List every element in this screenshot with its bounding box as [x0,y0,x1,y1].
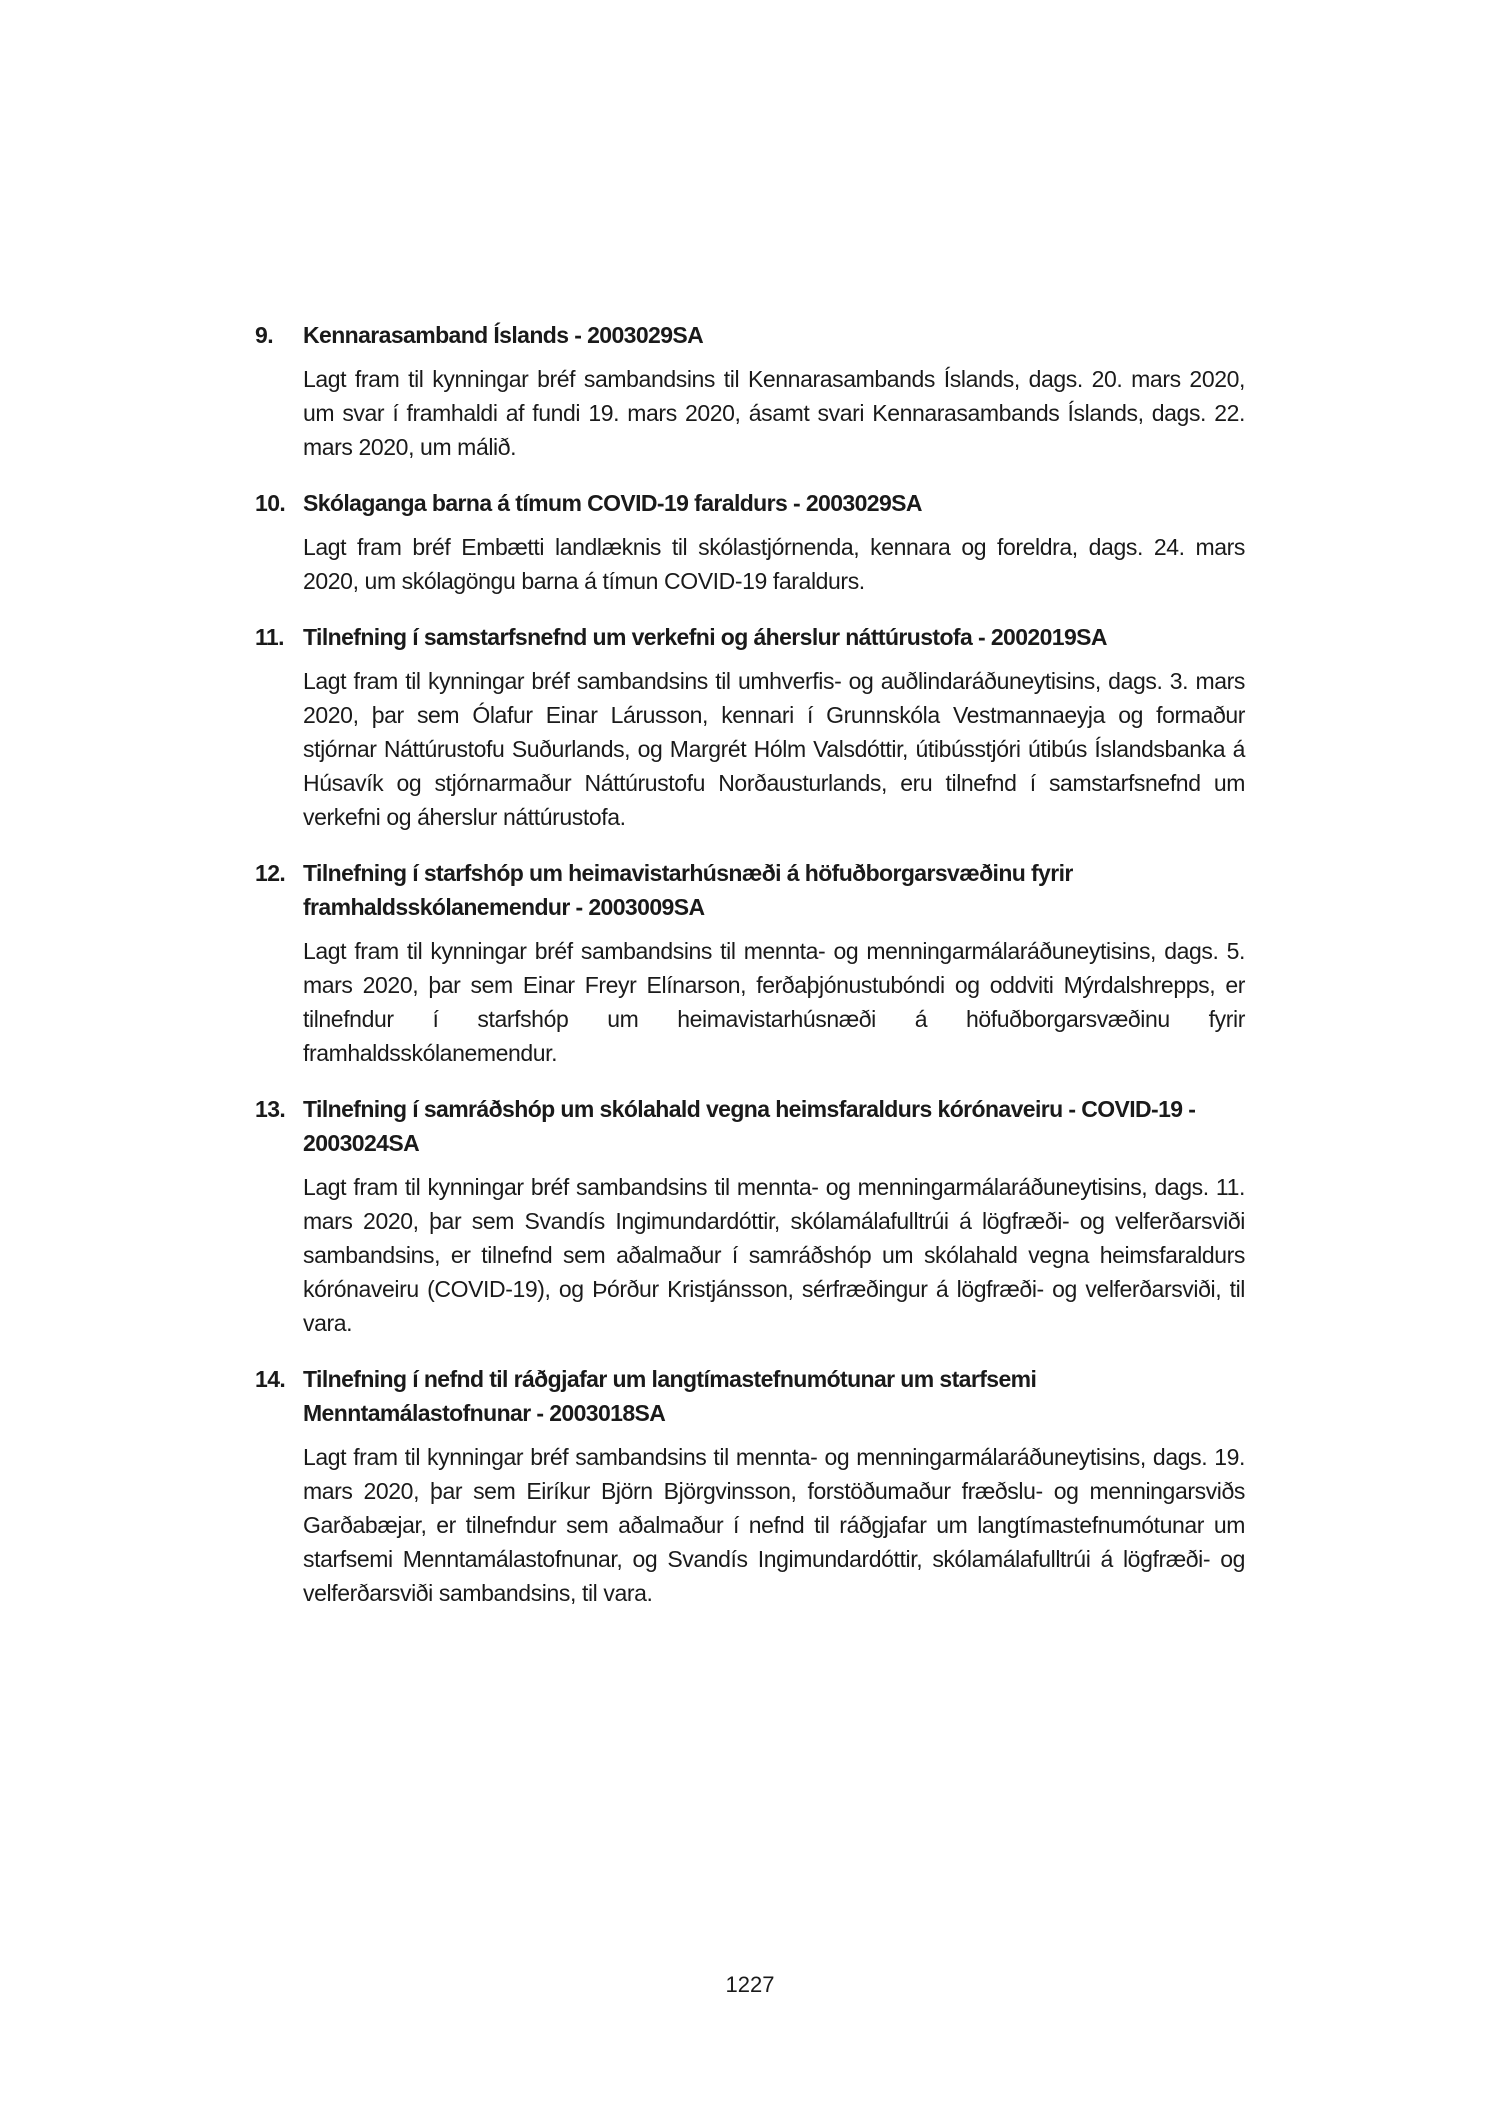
agenda-item-9 [255,318,1245,464]
item-body: Lagt fram til kynningar bréf sambandsins til Kennarasambands Íslands, dags. 20. mars 2020, um svar í framhaldi af fundi 19. mars 2020, ásamt svari Kennarasambands Íslands, dags. 22. mars 2020, um málið. [303,366,1245,460]
item-body: Lagt fram til kynningar bréf sambandsins til mennta- og menningarmálaráðuneytisins, dags. 5. mars 2020, þar sem Einar Freyr Elínarson, ferðaþjónustubóndi og oddviti Mýrdalshrepps, er tilnefndur í starfshóp um heimavistarhúsnæði á höfuðborgarsvæðinu fyrir framhaldsskólanemendur. [303,938,1245,1066]
item-heading [255,1092,1245,1160]
agenda-item-11 [255,620,1245,834]
agenda-item-14 [255,1362,1245,1610]
item-title: Tilnefning í starfshóp um heimavistarhúsnæði á höfuðborgarsvæðinu fyrir framhaldsskólanemendur - 2003009SA [303,860,1073,920]
item-title: Tilnefning í nefnd til ráðgjafar um langtímastefnumótunar um starfsemi Menntamálastofnunar - 2003018SA [303,1366,1037,1426]
item-title: Tilnefning í samráðshóp um skólahald vegna heimsfaraldurs kórónaveiru - COVID-19 - 2003024SA [303,1096,1196,1156]
item-number: 14. [255,1366,286,1392]
agenda-item-13 [255,1092,1245,1340]
item-number: 10. [255,490,286,516]
item-number: 13. [255,1096,286,1122]
item-body: Lagt fram bréf Embætti landlæknis til skólastjórnenda, kennara og foreldra, dags. 24. mars 2020, um skólagöngu barna á tímun COVID-19 faraldurs. [303,534,1245,594]
item-heading [255,318,1245,352]
item-body: Lagt fram til kynningar bréf sambandsins til mennta- og menningarmálaráðuneytisins, dags. 19. mars 2020, þar sem Eiríkur Björn Björgvinsson, forstöðumaður fræðslu- og menningarsviðs Garðabæjar, er tilnefndur sem aðalmaður í nefnd til ráðgjafar um langtímastefnumótunar um starfsemi Menntamálastofnunar, og Svandís Ingimundardóttir, skólamálafulltrúi á lögfræði- og velferðarsviði sambandsins, til vara. [303,1444,1245,1606]
item-body: Lagt fram til kynningar bréf sambandsins til umhverfis- og auðlindaráðuneytisins, dags. 3. mars 2020, þar sem Ólafur Einar Lárusson, kennari í Grunnskóla Vestmannaeyja og formaður stjórnar Náttúrustofu Suðurlands, og Margrét Hólm Valsdóttir, útibússtjóri útibús Íslandsbanka á Húsavík og stjórnarmaður Náttúrustofu Norðausturlands, eru tilnefnd í samstarfsnefnd um verkefni og áherslur náttúrustofa. [303,668,1245,830]
item-heading [255,486,1245,520]
item-heading [255,1362,1245,1430]
agenda-items [255,318,1245,1632]
item-number: 9. [255,322,273,348]
item-number: 11. [255,624,284,650]
item-heading [255,856,1245,924]
item-title: Skólaganga barna á tímum COVID-19 faraldurs - 2003029SA [303,490,922,516]
item-title: Kennarasamband Íslands - 2003029SA [303,322,704,348]
item-body: Lagt fram til kynningar bréf sambandsins til mennta- og menningarmálaráðuneytisins, dags. 11. mars 2020, þar sem Svandís Ingimundardóttir, skólamálafulltrúi á lögfræði- og velferðarsviði sambandsins, er tilnefnd sem aðalmaður í samráðshóp um skólahald vegna heimsfaraldurs kórónaveiru (COVID-19), og Þórður Kristjánsson, sérfræðingur á lögfræði- og velferðarsviði, til vara. [303,1174,1245,1336]
page-number: 1227 [725,1972,775,1997]
item-number: 12. [255,860,286,886]
agenda-item-12 [255,856,1245,1070]
agenda-item-10 [255,486,1245,598]
item-heading [255,620,1245,654]
item-title: Tilnefning í samstarfsnefnd um verkefni og áherslur náttúrustofa - 2002019SA [303,624,1107,650]
